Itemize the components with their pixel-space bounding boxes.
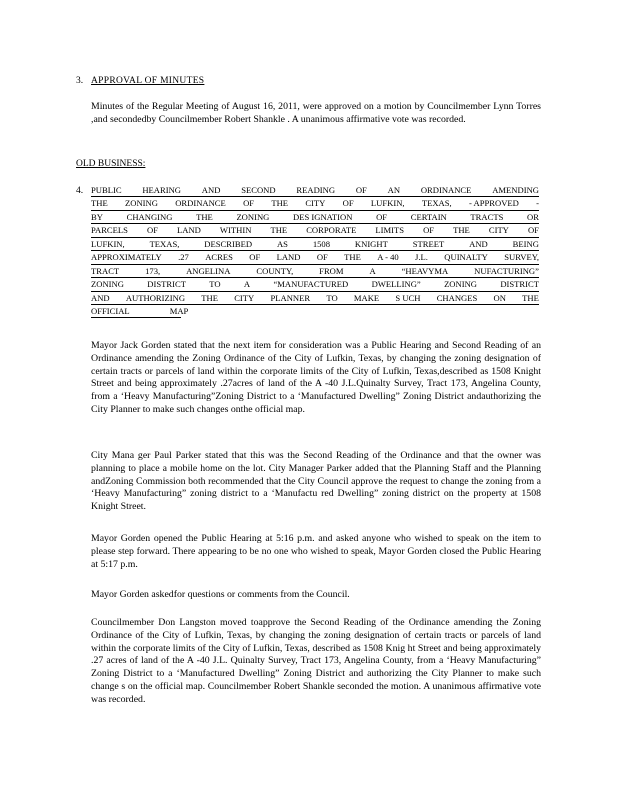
caption-line: PUBLIC HEARING AND SECOND READING OF AN ORDINANCE AMENDING: [91, 184, 539, 197]
approval-heading: APPROVAL OF MINUTES: [91, 76, 205, 86]
caption-line: OFFICIAL MAP: [91, 305, 181, 318]
paragraph-motion: Councilmember Don Langston moved toapprove the Second Reading of the Ordinance amending the Zoning Ordinance of the City of Lufkin, Texas, by changing the zoning designation of certain tracts or parcels of land within the corporate limits of the City of Lufkin, Texas, described as 1508 Knig ht Street and being approximately .27 acres of land of the A -40 J.L. Quinalty Survey, Tract 173, Angelina County, from a ‘Heavy Manufacturing” Zoning District to a ‘Manufactured Dwelling” Zoning District and authorizing the City Planner to make such change s on the official map. Councilmember Robert Shankle seconded the motion. A unanimous affirmative vote was recorded.: [91, 617, 541, 705]
caption-line: THE ZONING ORDINANCE OF THE CITY OF LUFKIN, TEXAS, - APPROVED -: [91, 197, 539, 210]
item-4-number: 4.: [76, 186, 84, 196]
caption-line: AND AUTHORIZING THE CITY PLANNER TO MAKE S UCH CHANGES ON THE: [91, 292, 539, 305]
caption-line: PARCELS OF LAND WITHIN THE CORPORATE LIMITS OF THE CITY OF: [91, 224, 539, 237]
caption-line: ZONING DISTRICT TO A “MANUFACTURED DWELLING” ZONING DISTRICT: [91, 278, 539, 291]
paragraph-mayor-statement: Mayor Jack Gorden stated that the next item for consideration was a Public Hearing and Second Reading of an Ordinance amending the Zoning Ordinance of the City of Lufkin, Texas, by changing the zoning designation of certain tracts or parcels of land within the corporate limits of the City of Lufkin, Texas,described as 1508 Knight Street and being approximately .27acres of land of the A -40 J.L.Quinalty Survey, Tract 173, Angelina County, from a ‘Heavy Manufacturing”Zoning District to a ‘Manufactured Dwelling” Zoning District andauthorizing the City Planner to make such changes onthe official map.: [91, 340, 541, 415]
old-business-heading: OLD BUSINESS:: [76, 159, 146, 169]
item-3-number: 3.: [76, 76, 84, 86]
paragraph-city-manager: City Mana ger Paul Parker stated that this was the Second Reading of the Ordinance and that the owner was planning to place a mobile home on the lot. City Manager Parker added that the Planning Staff and the Planning andZoning Commission both recommended that the City Council approve the request to change the zoning from a ‘Heavy Manufacturing” zoning district to a ‘Manufactu red Dwelling” zoning district on the property at 1508 Knight Street.: [91, 450, 541, 513]
caption-line: APPROXIMATELY .27 ACRES OF LAND OF THE A - 40 J.L. QUINALTY SURVEY,: [91, 251, 539, 264]
caption-line: TRACT 173, ANGELINA COUNTY, FROM A “HEAVYMA NUFACTURING”: [91, 265, 539, 278]
caption-line: LUFKIN, TEXAS, DESCRIBED AS 1508 KNIGHT STREET AND BEING: [91, 238, 539, 251]
approval-paragraph: Minutes of the Regular Meeting of August 16, 2011, were approved on a motion by Councilmember Lynn Torres ,and secondedby Councilmember Robert Shankle . A unanimous affirmative vote was recorded.: [91, 101, 541, 125]
item-4-caption: [91, 184, 539, 318]
paragraph-public-hearing: Mayor Gorden opened the Public Hearing at 5:16 p.m. and asked anyone who wished to speak on the item to please step forward. There appearing to be no one who wished to speak, Mayor Gorden closed the Public Hearing at 5:17 p.m.: [91, 533, 541, 570]
paragraph-questions: Mayor Gorden askedfor questions or comments from the Council.: [91, 589, 350, 600]
caption-line: BY CHANGING THE ZONING DES IGNATION OF CERTAIN TRACTS OR: [91, 211, 539, 224]
